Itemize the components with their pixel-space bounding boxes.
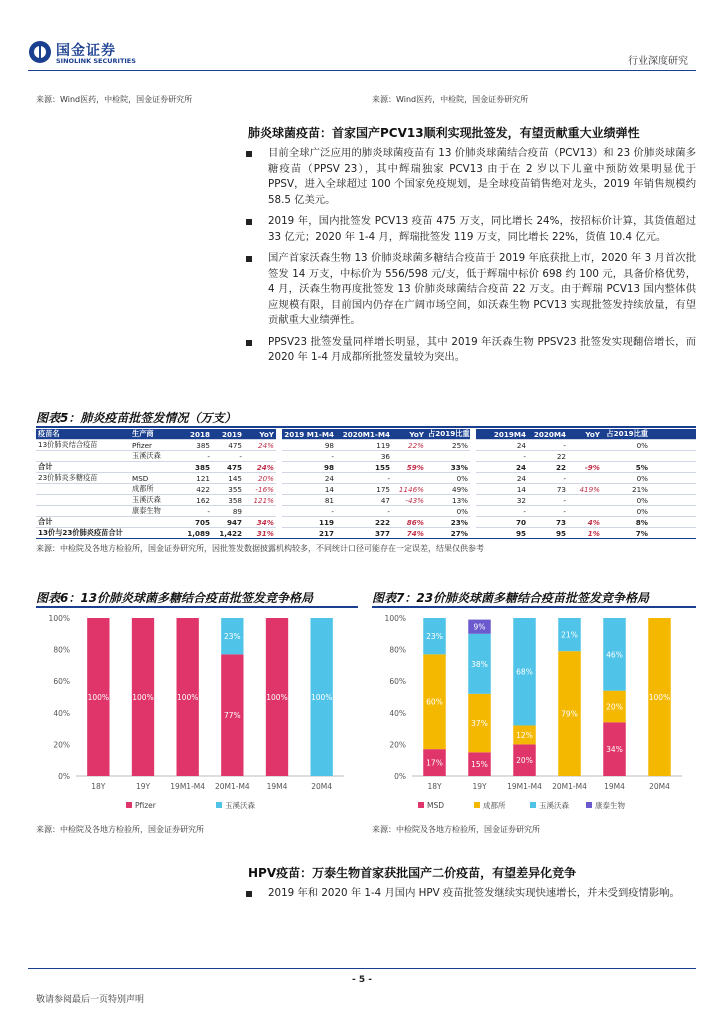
bullet-square-icon — [246, 340, 252, 346]
y-tick-label: 100% — [384, 614, 406, 623]
table-cell — [36, 495, 130, 506]
table-cell: 419% — [568, 484, 602, 495]
table-cell: - — [528, 473, 568, 484]
data-label: 34% — [606, 745, 623, 755]
table-cell: 377 — [336, 528, 392, 539]
table-cell: 74% — [392, 528, 426, 539]
table-cell: 1146% — [392, 484, 426, 495]
fig6-source: 来源：中检院及各地方检验所，国金证券研究所 — [36, 825, 204, 834]
table-cell: 24 — [476, 462, 528, 473]
table-filler — [650, 528, 696, 539]
table-cell: 175 — [336, 484, 392, 495]
table-cell: 玉溪沃森 — [130, 495, 180, 506]
pneumonia-bullet-list — [268, 146, 696, 366]
fig6-stacked-bar-chart — [36, 610, 358, 818]
table-header-cell: 2018 — [180, 429, 212, 440]
bullet-text: 国产首家沃森生物 13 价肺炎球菌多糖结合疫苗于 2019 年底获批上市，2020 年 3 月首次批签发 14 万支，中标价为 556/598 元/支，低于辉瑞中标价 698 约 100 元，具备价格优势，4 月，沃森生物再度批签发 13 价肺炎球菌结合疫苗 22 万支。由于辉瑞 PCV13 国内整体供应规模有限，目前国内仍存在广阔市场空间，如沃森生物 PCV13 实现批签发持续放量，有望贡献重大业绩弹性。 — [268, 252, 696, 326]
table-cell: 385 — [180, 462, 212, 473]
bullet-item — [268, 251, 696, 329]
table-cell: 222 — [336, 517, 392, 528]
data-label: 37% — [471, 719, 488, 729]
legend-label: 成都所 — [483, 801, 506, 810]
data-label: 23% — [223, 632, 241, 642]
y-tick-label: 80% — [53, 645, 70, 655]
table-cell: 21% — [602, 484, 650, 495]
table-cell: 8% — [602, 517, 650, 528]
hpv-bullet-list — [268, 886, 696, 902]
table-cell: 24 — [476, 440, 528, 451]
sinolink-logo-icon — [28, 40, 52, 64]
x-tick-label: 19M4 — [604, 782, 625, 791]
data-label: 77% — [223, 711, 241, 721]
data-label: 100% — [648, 693, 671, 702]
bullet-text: PPSV23 批签发量同样增长明显，其中 2019 年沃森生物 PPSV23 批签发实现翻倍增长，而 2020 年 1-4 月成都所批签发量较为突出。 — [268, 335, 696, 363]
table-cell: 合计 — [36, 517, 130, 528]
x-tick-label: 18Y — [91, 782, 106, 791]
table-cell: -43% — [392, 495, 426, 506]
y-tick-label: 100% — [48, 614, 70, 623]
table-cell: 1% — [568, 528, 602, 539]
table-cell — [568, 473, 602, 484]
fig7-source: 来源：中检院及各地方检验所，国金证券研究所 — [372, 825, 540, 834]
legend-swatch — [126, 802, 132, 808]
table-cell: 23% — [426, 517, 470, 528]
table5-lot-release — [36, 429, 696, 539]
x-tick-label: 19M4 — [266, 782, 288, 791]
bullet-square-icon — [246, 891, 252, 897]
table-cell: MSD — [130, 473, 180, 484]
table-header-cell: 占2019比重 — [602, 429, 650, 440]
fig7-stacked-bar-chart — [372, 610, 696, 818]
section-title-hpv: HPV疫苗：万泰生物首家获批国产二价疫苗，有望差异化竞争 — [248, 866, 577, 880]
table-cell: 70 — [476, 517, 528, 528]
table-cell: 162 — [180, 495, 212, 506]
table-cell: 1,089 — [180, 528, 212, 539]
y-tick-label: 0% — [58, 772, 70, 781]
table-row — [36, 517, 696, 528]
table-cell: - — [336, 473, 392, 484]
header-divider — [28, 70, 696, 71]
table-cell: 73 — [528, 484, 568, 495]
table-cell — [602, 451, 650, 462]
data-label: 20% — [606, 702, 623, 712]
legend-swatch — [586, 802, 592, 808]
table-cell — [392, 451, 426, 462]
bullet-text: 目前全球广泛应用的肺炎球菌疫苗有 13 价肺炎球菌结合疫苗（PCV13）和 23 价肺炎球菌多糖疫苗（PPSV 23），其中辉瑞独家 PCV13 由于在 2 岁以下儿童中预防效果明显优于 PPSV，进入全球超过 100 个国家免疫规划，是全球疫苗销售绝对龙头，2019 年销售规模约 58.5 亿美元。 — [268, 147, 696, 206]
table-cell — [130, 528, 180, 539]
data-label: 100% — [266, 693, 288, 702]
table-filler — [650, 484, 696, 495]
table-cell: 22 — [528, 451, 568, 462]
bullet-square-icon — [246, 219, 252, 225]
table-cell: 7% — [602, 528, 650, 539]
table-cell: - — [528, 495, 568, 506]
y-tick-label: 60% — [53, 677, 70, 687]
table-cell: 合计 — [36, 462, 130, 473]
legend-label: 康泰生物 — [595, 801, 625, 810]
bullet-square-icon — [246, 256, 252, 262]
data-label: 46% — [606, 650, 623, 660]
table-filler — [650, 440, 696, 451]
table-header-cell: YoY — [568, 429, 602, 440]
table-row — [36, 462, 696, 473]
table-filler — [650, 429, 696, 440]
y-tick-label: 40% — [53, 708, 70, 718]
table-cell: 23价肺炎多糖疫苗 — [36, 473, 130, 484]
table-cell — [130, 462, 180, 473]
table-cell: 355 — [212, 484, 244, 495]
table-cell: 36 — [336, 451, 392, 462]
table-filler — [650, 495, 696, 506]
bullet-item — [268, 146, 696, 208]
table5-title: 图表5：肺炎疫苗批签发情况（万支） — [36, 411, 237, 425]
table-cell: 玉溪沃森 — [130, 451, 180, 462]
x-tick-label: 20M1-M4 — [214, 782, 250, 791]
table-cell: - — [282, 451, 336, 462]
data-label: 9% — [473, 622, 486, 632]
table-filler — [650, 517, 696, 528]
table-cell: 947 — [212, 517, 244, 528]
table-cell: 475 — [212, 440, 244, 451]
report-type: 行业深度研究 — [628, 56, 688, 67]
table-header-cell: 2020M1-M4 — [336, 429, 392, 440]
table-cell: 0% — [602, 506, 650, 517]
table-cell: - — [528, 506, 568, 517]
table-cell: 0% — [602, 440, 650, 451]
table-cell: 98 — [282, 440, 336, 451]
data-label: 100% — [132, 693, 154, 702]
y-tick-label: 60% — [389, 677, 406, 687]
table-header-cell: 占2019比重 — [428, 429, 470, 439]
table5-title-underline — [36, 426, 696, 428]
footer-divider — [28, 968, 696, 969]
table-cell — [392, 506, 426, 517]
table-cell: 24 — [282, 473, 336, 484]
brand-name-en: SINOLINK SECURITIES — [56, 57, 136, 65]
table-cell: 217 — [282, 528, 336, 539]
y-tick-label: 0% — [394, 772, 406, 781]
table-cell: 34% — [244, 517, 276, 528]
legend-swatch — [530, 802, 536, 808]
fig7-title-underline — [372, 606, 696, 608]
table-cell: Pfizer — [130, 440, 180, 451]
table-row — [36, 440, 696, 451]
table-cell: 422 — [180, 484, 212, 495]
table-filler — [650, 473, 696, 484]
table-row — [36, 473, 696, 484]
disclaimer-note: 敬请参阅最后一页特别声明 — [36, 995, 145, 1005]
table-cell: - — [212, 451, 244, 462]
legend-label: 玉溪沃森 — [539, 801, 569, 810]
legend-swatch — [418, 802, 424, 808]
x-tick-label: 19Y — [472, 782, 487, 791]
y-tick-label: 80% — [389, 645, 406, 655]
table-header-cell: YoY — [392, 429, 426, 440]
x-tick-label: 19M1-M4 — [170, 782, 206, 791]
table-cell — [130, 517, 180, 528]
table-cell: 86% — [392, 517, 426, 528]
section-title-pneumonia: 肺炎球菌疫苗：首家国产PCV13顺利实现批签发，有望贡献重大业绩弹性 — [248, 126, 640, 140]
table-cell — [244, 506, 276, 517]
table-cell: - — [336, 506, 392, 517]
table-cell: 5% — [602, 462, 650, 473]
data-label: 38% — [471, 659, 488, 669]
table-cell: 89 — [212, 506, 244, 517]
table-header-cell: YoY — [244, 429, 276, 440]
table-header-cell: 2019M4 — [476, 429, 528, 440]
bullet-item — [268, 335, 696, 366]
table-header-row — [36, 429, 696, 440]
table-cell: 49% — [426, 484, 470, 495]
legend-swatch — [474, 802, 480, 808]
legend-label: MSD — [427, 801, 445, 810]
legend-label: 玉溪沃森 — [225, 801, 255, 810]
data-label: 60% — [426, 697, 443, 707]
bullet-item — [268, 214, 696, 245]
table-cell: 24% — [244, 440, 276, 451]
table-cell: 0% — [602, 473, 650, 484]
table-cell: 81 — [282, 495, 336, 506]
table5-source: 来源：中检院及各地方检验所，国金证券研究所，因批签发数据披露机构较多，不同统计口径可能存在一定误差，结果仅供参考 — [36, 544, 484, 553]
table-cell: 22 — [528, 462, 568, 473]
table-cell — [426, 451, 470, 462]
data-label: 100% — [310, 693, 333, 702]
table-cell: - — [282, 506, 336, 517]
x-tick-label: 20M4 — [649, 782, 670, 791]
table-row — [36, 495, 696, 506]
table-cell: - — [528, 440, 568, 451]
table-cell: -16% — [244, 484, 276, 495]
bullet-item — [268, 886, 696, 902]
data-label: 68% — [516, 667, 533, 677]
fig7-title: 图表7：23价肺炎球菌多糖结合疫苗批签发竞争格局 — [372, 591, 650, 605]
table-cell: 成都所 — [130, 484, 180, 495]
table-cell: 0% — [426, 506, 470, 517]
table-row — [36, 528, 696, 539]
table-row — [36, 484, 696, 495]
table-cell: - — [180, 506, 212, 517]
table-cell: 475 — [212, 462, 244, 473]
table-cell — [36, 506, 130, 517]
table-cell: 155 — [336, 462, 392, 473]
data-label: 20% — [516, 756, 533, 766]
table-cell: 31% — [244, 528, 276, 539]
table-cell: 59% — [392, 462, 426, 473]
top-source-left: 来源：Wind医药，中检院，国金证券研究所 — [36, 95, 193, 104]
table-filler — [650, 451, 696, 462]
table-cell: 25% — [426, 440, 470, 451]
table-cell: 13% — [426, 495, 470, 506]
legend-label: Pfizer — [135, 801, 156, 810]
legend-swatch — [216, 802, 222, 808]
table-cell — [568, 495, 602, 506]
data-label: 100% — [87, 693, 110, 702]
x-tick-label: 20M1-M4 — [552, 782, 587, 791]
table-cell: 47 — [336, 495, 392, 506]
y-tick-label: 40% — [389, 708, 406, 718]
table-cell: 13价与23价肺炎疫苗合计 — [36, 528, 130, 539]
table-cell: 119 — [282, 517, 336, 528]
table-cell: 121 — [180, 473, 212, 484]
x-tick-label: 18Y — [427, 782, 442, 791]
table-cell: 32 — [476, 495, 528, 506]
table-cell: -9% — [568, 462, 602, 473]
y-tick-label: 20% — [53, 740, 70, 750]
top-source-right: 来源：Wind医药，中检院，国金证券研究所 — [372, 95, 529, 104]
table-cell: - — [476, 506, 528, 517]
data-label: 23% — [426, 632, 443, 642]
table-cell: 22% — [392, 440, 426, 451]
table-cell — [244, 451, 276, 462]
x-tick-label: 19M1-M4 — [507, 782, 542, 791]
brand-name-cn: 国金证券 — [56, 43, 116, 59]
table-header-cell: 2019 — [212, 429, 244, 440]
bullet-square-icon — [246, 151, 252, 157]
data-label: 100% — [176, 693, 199, 702]
table-row — [36, 451, 696, 462]
table-cell: 14 — [476, 484, 528, 495]
bullet-text: 2019 年，国内批签发 PCV13 疫苗 475 万支，同比增长 24%，按招标价计算，其货值超过 33 亿元；2020 年 1-4 月，辉瑞批签发 119 万支，同比增长 22%，货值 10.4 亿元。 — [268, 215, 696, 243]
table-cell: 95 — [476, 528, 528, 539]
table-cell: 145 — [212, 473, 244, 484]
bullet-text: 2019 年和 2020 年 1-4 月国内 HPV 疫苗批签发继续实现快速增长，并未受到疫情影响。 — [268, 887, 680, 899]
table-cell — [36, 484, 130, 495]
table-header-cell: 2019 M1-M4 — [282, 429, 336, 440]
table-cell: 0% — [426, 473, 470, 484]
table-cell: 康泰生物 — [130, 506, 180, 517]
table-cell — [36, 451, 130, 462]
table-cell — [568, 451, 602, 462]
table-cell: - — [180, 451, 212, 462]
table-cell: 20% — [244, 473, 276, 484]
table-header-cell: 疫苗名 — [36, 429, 130, 440]
x-tick-label: 20M4 — [311, 782, 333, 791]
table-cell: 121% — [244, 495, 276, 506]
table-cell: - — [476, 451, 528, 462]
table-filler — [650, 462, 696, 473]
table-cell: 0% — [602, 495, 650, 506]
table-cell: 33% — [426, 462, 470, 473]
table-cell — [568, 440, 602, 451]
table-cell: 4% — [568, 517, 602, 528]
table-cell: 73 — [528, 517, 568, 528]
table-filler — [650, 506, 696, 517]
table-cell: 385 — [180, 440, 212, 451]
table-cell: 24 — [476, 473, 528, 484]
data-label: 15% — [471, 760, 488, 770]
data-label: 12% — [516, 730, 533, 740]
table-cell: 24% — [244, 462, 276, 473]
table-cell: 95 — [528, 528, 568, 539]
data-label: 21% — [561, 630, 578, 640]
table-header-cell: 2020M4 — [528, 429, 568, 440]
table-cell: 705 — [180, 517, 212, 528]
fig6-title-underline — [36, 606, 358, 608]
table-cell — [392, 473, 426, 484]
table-cell: 14 — [282, 484, 336, 495]
table-cell: 358 — [212, 495, 244, 506]
table-cell: 13价肺炎结合疫苗 — [36, 440, 130, 451]
data-label: 17% — [426, 758, 443, 768]
table-header-cell: 生产商 — [130, 429, 180, 440]
table-cell — [568, 506, 602, 517]
table-cell: 98 — [282, 462, 336, 473]
table-cell: 119 — [336, 440, 392, 451]
table-cell: 27% — [426, 528, 470, 539]
data-label: 79% — [561, 709, 578, 719]
y-tick-label: 20% — [389, 740, 406, 750]
page-number: - 5 - — [352, 975, 372, 985]
x-tick-label: 19Y — [135, 782, 151, 791]
fig6-title: 图表6：13价肺炎球菌多糖结合疫苗批签发竞争格局 — [36, 591, 314, 605]
table-row — [36, 506, 696, 517]
table-cell: 1,422 — [212, 528, 244, 539]
